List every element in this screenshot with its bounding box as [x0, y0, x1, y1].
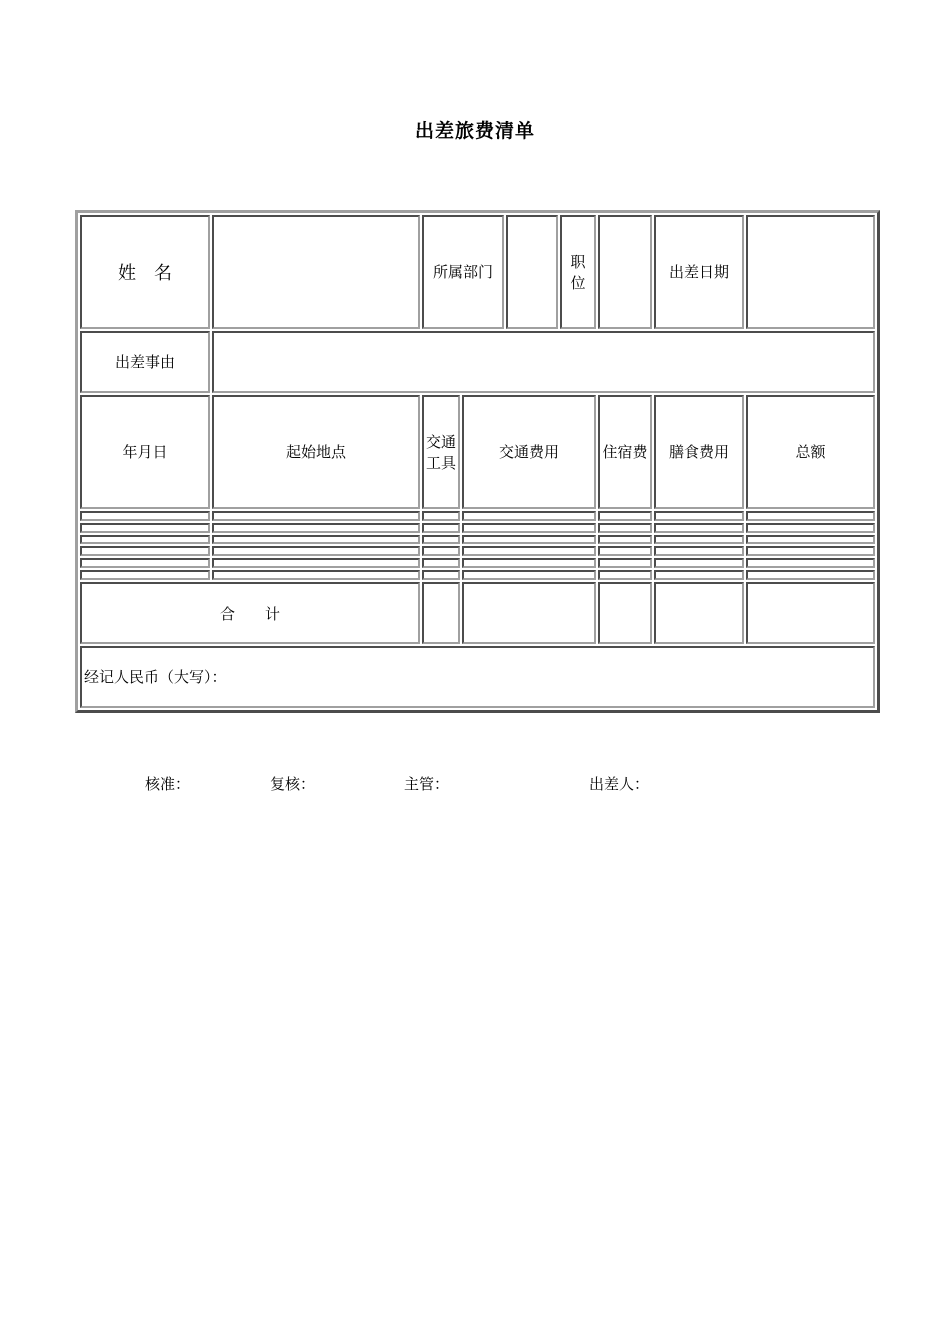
- table-row: [80, 558, 875, 568]
- lodging-cell[interactable]: [598, 523, 652, 533]
- col-transport-cost: 交通费用: [462, 395, 596, 509]
- department-field[interactable]: [506, 215, 558, 329]
- date-cell[interactable]: [80, 570, 210, 580]
- meals-cell[interactable]: [654, 546, 744, 556]
- amount-in-words-row: [80, 646, 875, 708]
- traveler-label: 出差人：: [589, 775, 650, 793]
- transport-cost-cell[interactable]: [462, 570, 596, 580]
- header-row: [80, 215, 875, 329]
- table-row: [80, 523, 875, 533]
- col-route: 起始地点: [212, 395, 420, 509]
- review-label: 复核：: [270, 775, 316, 793]
- transport-cost-cell[interactable]: [462, 511, 596, 521]
- transport-cell[interactable]: [422, 511, 460, 521]
- transport-cost-cell[interactable]: [462, 558, 596, 568]
- reason-row: [80, 331, 875, 393]
- subtotal-label: 合 计: [80, 582, 420, 644]
- table-row: [80, 546, 875, 556]
- total-cell[interactable]: [746, 535, 875, 545]
- total-cell[interactable]: [746, 523, 875, 533]
- meals-cell[interactable]: [654, 535, 744, 545]
- transport-cell[interactable]: [422, 535, 460, 545]
- lodging-cell[interactable]: [598, 570, 652, 580]
- approve-label: 核准：: [145, 775, 191, 793]
- supervisor-label: 主管：: [404, 775, 450, 793]
- col-date: 年月日: [80, 395, 210, 509]
- date-cell[interactable]: [80, 558, 210, 568]
- date-cell[interactable]: [80, 511, 210, 521]
- col-meals: 膳食费用: [654, 395, 744, 509]
- trip-date-label: 出差日期: [654, 215, 744, 329]
- table-row: [80, 570, 875, 580]
- amount-in-words-label: 经记人民币（大写）：: [84, 668, 227, 687]
- date-cell[interactable]: [80, 535, 210, 545]
- lodging-cell[interactable]: [598, 535, 652, 545]
- transport-cell[interactable]: [422, 570, 460, 580]
- total-cell[interactable]: [746, 511, 875, 521]
- total-cell[interactable]: [746, 558, 875, 568]
- transport-cost-cell[interactable]: [462, 546, 596, 556]
- route-cell[interactable]: [212, 523, 420, 533]
- col-lodging: 住宿费: [598, 395, 652, 509]
- table-row: [80, 511, 875, 521]
- route-cell[interactable]: [212, 511, 420, 521]
- total-cell[interactable]: [746, 570, 875, 580]
- total-cell[interactable]: [746, 546, 875, 556]
- subtotal-row: [80, 582, 875, 644]
- name-field[interactable]: [212, 215, 420, 329]
- route-cell[interactable]: [212, 570, 420, 580]
- transport-cost-cell[interactable]: [462, 535, 596, 545]
- route-cell[interactable]: [212, 535, 420, 545]
- date-cell[interactable]: [80, 546, 210, 556]
- col-transport: 交通工具: [422, 395, 460, 509]
- subtotal-total-cell[interactable]: [746, 582, 875, 644]
- date-cell[interactable]: [80, 523, 210, 533]
- page-title: 出差旅费清单: [414, 120, 535, 142]
- lodging-cell[interactable]: [598, 558, 652, 568]
- col-total: 总额: [746, 395, 875, 509]
- lodging-cell[interactable]: [598, 546, 652, 556]
- meals-cell[interactable]: [654, 511, 744, 521]
- trip-date-field[interactable]: [746, 215, 875, 329]
- position-field[interactable]: [598, 215, 652, 329]
- route-cell[interactable]: [212, 546, 420, 556]
- position-label: 职 位: [560, 215, 596, 329]
- transport-cell[interactable]: [422, 546, 460, 556]
- transport-cell[interactable]: [422, 523, 460, 533]
- subtotal-transport-cost-cell[interactable]: [462, 582, 596, 644]
- lodging-cell[interactable]: [598, 511, 652, 521]
- transport-cost-cell[interactable]: [462, 523, 596, 533]
- column-header-row: [80, 395, 875, 509]
- route-cell[interactable]: [212, 558, 420, 568]
- subtotal-transport-cell[interactable]: [422, 582, 460, 644]
- transport-cell[interactable]: [422, 558, 460, 568]
- meals-cell[interactable]: [654, 523, 744, 533]
- expense-form-table: [75, 210, 880, 713]
- subtotal-lodging-cell[interactable]: [598, 582, 652, 644]
- meals-cell[interactable]: [654, 558, 744, 568]
- subtotal-meals-cell[interactable]: [654, 582, 744, 644]
- meals-cell[interactable]: [654, 570, 744, 580]
- reason-label: 出差事由: [80, 331, 210, 393]
- name-label: 姓 名: [80, 215, 210, 329]
- department-label: 所属部门: [422, 215, 504, 329]
- table-row: [80, 535, 875, 545]
- amount-in-words-field[interactable]: [80, 646, 875, 708]
- reason-field[interactable]: [212, 331, 875, 393]
